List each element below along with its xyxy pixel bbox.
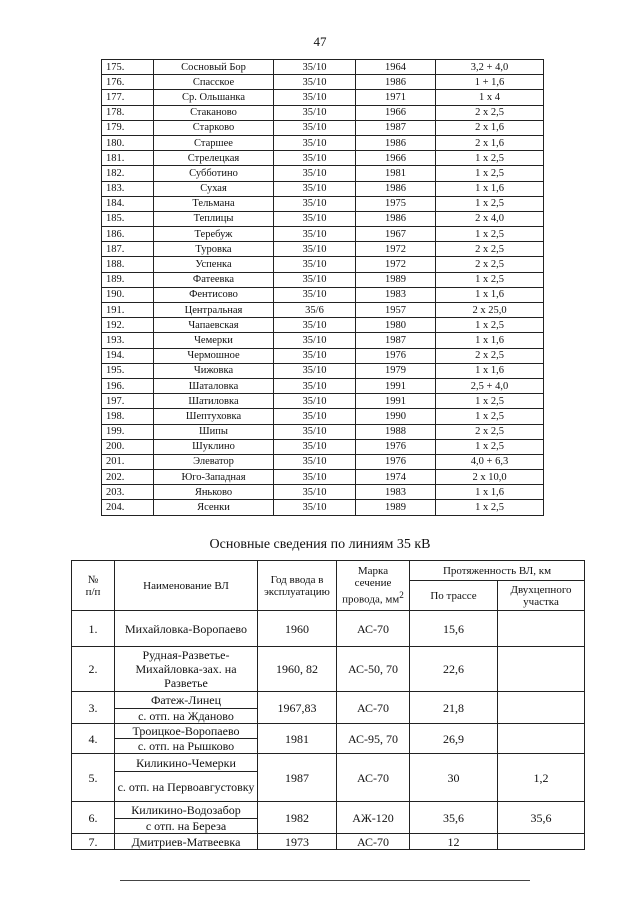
substation-name: Шипы — [154, 424, 274, 439]
line-number: 5. — [72, 754, 115, 802]
table-row — [102, 287, 544, 302]
substation-name: Теребуж — [154, 227, 274, 242]
voltage: 35/10 — [274, 333, 356, 348]
line-wire: АС-70 — [337, 692, 410, 724]
voltage: 35/10 — [274, 181, 356, 196]
row-number: 185. — [102, 211, 154, 226]
table-row — [72, 834, 585, 850]
substation-name: Успенка — [154, 257, 274, 272]
table-row — [102, 257, 544, 272]
substation-name: Туровка — [154, 242, 274, 257]
power: 2 х 2,5 — [436, 424, 544, 439]
power: 1 х 1,6 — [436, 333, 544, 348]
line-branch: с. отп. на Жданово — [115, 709, 258, 724]
power: 1 х 4 — [436, 90, 544, 105]
table-row — [102, 242, 544, 257]
line-year: 1982 — [258, 802, 337, 834]
line-year: 1967,83 — [258, 692, 337, 724]
table-row — [102, 166, 544, 181]
substation-name: Стаканово — [154, 105, 274, 120]
line-wire: АС-95, 70 — [337, 724, 410, 754]
power: 2 х 2,5 — [436, 242, 544, 257]
table-row — [102, 303, 544, 318]
line-branch: с. отп. на Первоавгустовку — [115, 772, 258, 802]
line-year: 1987 — [258, 754, 337, 802]
year: 1991 — [356, 394, 436, 409]
power: 1 х 2,5 — [436, 500, 544, 515]
line-length-double: 1,2 — [498, 754, 585, 802]
row-number: 192. — [102, 318, 154, 333]
year: 1989 — [356, 272, 436, 287]
table-row — [102, 120, 544, 135]
year: 1989 — [356, 500, 436, 515]
voltage: 35/10 — [274, 287, 356, 302]
line-number: 7. — [72, 834, 115, 850]
substation-name: Юго-Западная — [154, 470, 274, 485]
line-name: Рудная-Разветье-Михайловка-зах. на Разветье — [115, 647, 258, 692]
power: 1 х 2,5 — [436, 151, 544, 166]
substation-name: Чапаевская — [154, 318, 274, 333]
year: 1986 — [356, 135, 436, 150]
table-row — [102, 151, 544, 166]
substation-name: Фентисово — [154, 287, 274, 302]
voltage: 35/10 — [274, 135, 356, 150]
row-number: 184. — [102, 196, 154, 211]
line-name: Троицкое-Воропаево — [115, 724, 258, 739]
voltage: 35/10 — [274, 196, 356, 211]
power: 2 х 1,6 — [436, 135, 544, 150]
substation-name: Тельмана — [154, 196, 274, 211]
voltage: 35/10 — [274, 394, 356, 409]
voltage: 35/10 — [274, 318, 356, 333]
year: 1966 — [356, 151, 436, 166]
row-number: 175. — [102, 60, 154, 75]
line-number: 6. — [72, 802, 115, 834]
table-row — [102, 470, 544, 485]
table-row — [102, 394, 544, 409]
line-length-double — [498, 611, 585, 647]
table-row — [102, 500, 544, 515]
power: 1 х 1,6 — [436, 287, 544, 302]
line-branch: с отп. на Береза — [115, 819, 258, 834]
substation-name: Шатиловка — [154, 394, 274, 409]
voltage: 35/10 — [274, 424, 356, 439]
header-num: № п/п — [72, 561, 115, 611]
line-wire: АС-70 — [337, 754, 410, 802]
power: 2 х 2,5 — [436, 348, 544, 363]
row-number: 181. — [102, 151, 154, 166]
table-row — [102, 378, 544, 393]
voltage: 35/10 — [274, 348, 356, 363]
power: 1 х 1,6 — [436, 363, 544, 378]
substation-name: Стрелецкая — [154, 151, 274, 166]
line-year: 1960, 82 — [258, 647, 337, 692]
table-row — [102, 348, 544, 363]
row-number: 191. — [102, 303, 154, 318]
line-name: Киликино-Водозабор — [115, 802, 258, 819]
year: 1979 — [356, 363, 436, 378]
power: 1 х 1,6 — [436, 485, 544, 500]
voltage: 35/10 — [274, 257, 356, 272]
table-row — [102, 105, 544, 120]
substation-name: Теплицы — [154, 211, 274, 226]
substation-name: Шаталовка — [154, 378, 274, 393]
line-wire: АС-70 — [337, 611, 410, 647]
table-row — [72, 647, 585, 692]
table-row — [102, 272, 544, 287]
voltage: 35/10 — [274, 470, 356, 485]
row-number: 183. — [102, 181, 154, 196]
voltage: 35/10 — [274, 75, 356, 90]
voltage: 35/10 — [274, 409, 356, 424]
power: 2 х 1,6 — [436, 120, 544, 135]
table-row — [102, 318, 544, 333]
power: 4,0 + 6,3 — [436, 454, 544, 469]
voltage: 35/10 — [274, 378, 356, 393]
line-name: Дмитриев-Матвеевка — [115, 834, 258, 850]
substation-name: Яньково — [154, 485, 274, 500]
year: 1983 — [356, 287, 436, 302]
voltage: 35/10 — [274, 90, 356, 105]
table-row — [102, 181, 544, 196]
table-row — [72, 611, 585, 647]
year: 1976 — [356, 348, 436, 363]
year: 1986 — [356, 211, 436, 226]
row-number: 193. — [102, 333, 154, 348]
line-length-route: 35,6 — [410, 802, 498, 834]
year: 1975 — [356, 196, 436, 211]
line-length-route: 30 — [410, 754, 498, 802]
substation-name: Ясенки — [154, 500, 274, 515]
header-length-group: Протяженность ВЛ, км — [410, 561, 585, 581]
line-length-route: 26,9 — [410, 724, 498, 754]
line-wire: АС-50, 70 — [337, 647, 410, 692]
substation-name: Чермошное — [154, 348, 274, 363]
row-number: 201. — [102, 454, 154, 469]
year: 1981 — [356, 166, 436, 181]
substation-name: Сосновый Бор — [154, 60, 274, 75]
line-number: 3. — [72, 692, 115, 724]
table-row — [102, 135, 544, 150]
year: 1987 — [356, 333, 436, 348]
row-number: 194. — [102, 348, 154, 363]
power: 1 х 2,5 — [436, 272, 544, 287]
bottom-rule — [120, 880, 530, 881]
table-row — [72, 692, 585, 709]
lines-table — [71, 560, 585, 850]
substation-name: Чемерки — [154, 333, 274, 348]
substation-name: Субботино — [154, 166, 274, 181]
substations-table — [101, 59, 544, 516]
table-row — [102, 409, 544, 424]
row-number: 195. — [102, 363, 154, 378]
line-length-double — [498, 692, 585, 724]
power: 1 х 2,5 — [436, 166, 544, 181]
voltage: 35/10 — [274, 166, 356, 181]
header-length-double: Двухцепного участка — [498, 581, 585, 611]
year: 1983 — [356, 485, 436, 500]
voltage: 35/10 — [274, 60, 356, 75]
row-number: 177. — [102, 90, 154, 105]
row-number: 182. — [102, 166, 154, 181]
row-number: 196. — [102, 378, 154, 393]
substation-name: Сухая — [154, 181, 274, 196]
row-number: 178. — [102, 105, 154, 120]
year: 1990 — [356, 409, 436, 424]
row-number: 189. — [102, 272, 154, 287]
substation-name: Старшее — [154, 135, 274, 150]
year: 1976 — [356, 439, 436, 454]
row-number: 202. — [102, 470, 154, 485]
power: 1 х 1,6 — [436, 181, 544, 196]
table-row — [72, 802, 585, 819]
substation-name: Фатеевка — [154, 272, 274, 287]
table-row — [102, 424, 544, 439]
header-name: Наименование ВЛ — [115, 561, 258, 611]
substation-name: Шептуховка — [154, 409, 274, 424]
voltage: 35/6 — [274, 303, 356, 318]
line-wire: АС-70 — [337, 834, 410, 850]
power: 2 х 25,0 — [436, 303, 544, 318]
year: 1976 — [356, 454, 436, 469]
line-length-route: 21,8 — [410, 692, 498, 724]
substation-name: Спасское — [154, 75, 274, 90]
voltage: 35/10 — [274, 242, 356, 257]
line-length-double — [498, 834, 585, 850]
row-number: 180. — [102, 135, 154, 150]
table-row — [102, 60, 544, 75]
voltage: 35/10 — [274, 105, 356, 120]
table-row — [102, 333, 544, 348]
table-row — [102, 90, 544, 105]
row-number: 199. — [102, 424, 154, 439]
table-row — [102, 227, 544, 242]
year: 1986 — [356, 181, 436, 196]
year: 1967 — [356, 227, 436, 242]
row-number: 190. — [102, 287, 154, 302]
power: 2 х 2,5 — [436, 257, 544, 272]
year: 1991 — [356, 378, 436, 393]
line-year: 1981 — [258, 724, 337, 754]
line-year: 1960 — [258, 611, 337, 647]
power: 1 х 2,5 — [436, 196, 544, 211]
line-length-route: 12 — [410, 834, 498, 850]
line-name: Михайловка-Воропаево — [115, 611, 258, 647]
substation-name: Центральная — [154, 303, 274, 318]
row-number: 198. — [102, 409, 154, 424]
year: 1972 — [356, 242, 436, 257]
table-row — [72, 754, 585, 772]
table-row — [72, 724, 585, 739]
power: 2 х 4,0 — [436, 211, 544, 226]
header-year: Год ввода в эксплуатацию — [258, 561, 337, 611]
table-row — [102, 211, 544, 226]
row-number: 188. — [102, 257, 154, 272]
year: 1974 — [356, 470, 436, 485]
power: 1 х 2,5 — [436, 227, 544, 242]
year: 1987 — [356, 120, 436, 135]
power: 1 х 2,5 — [436, 409, 544, 424]
row-number: 187. — [102, 242, 154, 257]
voltage: 35/10 — [274, 151, 356, 166]
voltage: 35/10 — [274, 211, 356, 226]
year: 1957 — [356, 303, 436, 318]
row-number: 186. — [102, 227, 154, 242]
power: 1 х 2,5 — [436, 394, 544, 409]
line-number: 1. — [72, 611, 115, 647]
table-row — [102, 363, 544, 378]
section-title: Основные сведения по линиям 35 кВ — [209, 537, 431, 552]
voltage: 35/10 — [274, 500, 356, 515]
line-wire: АЖ-120 — [337, 802, 410, 834]
year: 1964 — [356, 60, 436, 75]
page-number: 47 — [313, 34, 327, 49]
line-branch: с. отп. на Рышково — [115, 739, 258, 754]
line-number: 2. — [72, 647, 115, 692]
year: 1972 — [356, 257, 436, 272]
power: 1 х 2,5 — [436, 318, 544, 333]
row-number: 203. — [102, 485, 154, 500]
row-number: 176. — [102, 75, 154, 90]
table-row — [102, 75, 544, 90]
year: 1980 — [356, 318, 436, 333]
year: 1966 — [356, 105, 436, 120]
power: 2,5 + 4,0 — [436, 378, 544, 393]
voltage: 35/10 — [274, 454, 356, 469]
line-length-route: 15,6 — [410, 611, 498, 647]
voltage: 35/10 — [274, 363, 356, 378]
table-row — [102, 439, 544, 454]
table-row — [102, 196, 544, 211]
line-name: Киликино-Чемерки — [115, 754, 258, 772]
row-number: 204. — [102, 500, 154, 515]
voltage: 35/10 — [274, 120, 356, 135]
table-row — [102, 485, 544, 500]
line-length-double: 35,6 — [498, 802, 585, 834]
table-row — [102, 454, 544, 469]
voltage: 35/10 — [274, 439, 356, 454]
header-length-route: По трассе — [410, 581, 498, 611]
line-year: 1973 — [258, 834, 337, 850]
substation-name: Чижовка — [154, 363, 274, 378]
line-number: 4. — [72, 724, 115, 754]
power: 3,2 + 4,0 — [436, 60, 544, 75]
line-length-double — [498, 647, 585, 692]
year: 1971 — [356, 90, 436, 105]
row-number: 179. — [102, 120, 154, 135]
substation-name: Ср. Ольшанка — [154, 90, 274, 105]
header-wire: Марка сечение провода, $мм^2$ — [337, 561, 410, 611]
power: 1 х 2,5 — [436, 439, 544, 454]
voltage: 35/10 — [274, 227, 356, 242]
row-number: 197. — [102, 394, 154, 409]
substation-name: Старково — [154, 120, 274, 135]
voltage: 35/10 — [274, 272, 356, 287]
substation-name: Шуклино — [154, 439, 274, 454]
row-number: 200. — [102, 439, 154, 454]
line-length-route: 22,6 — [410, 647, 498, 692]
line-length-double — [498, 724, 585, 754]
substation-name: Элеватор — [154, 454, 274, 469]
power: 2 х 10,0 — [436, 470, 544, 485]
year: 1988 — [356, 424, 436, 439]
power: 2 х 2,5 — [436, 105, 544, 120]
line-name: Фатеж-Линец — [115, 692, 258, 709]
year: 1986 — [356, 75, 436, 90]
power: 1 + 1,6 — [436, 75, 544, 90]
voltage: 35/10 — [274, 485, 356, 500]
